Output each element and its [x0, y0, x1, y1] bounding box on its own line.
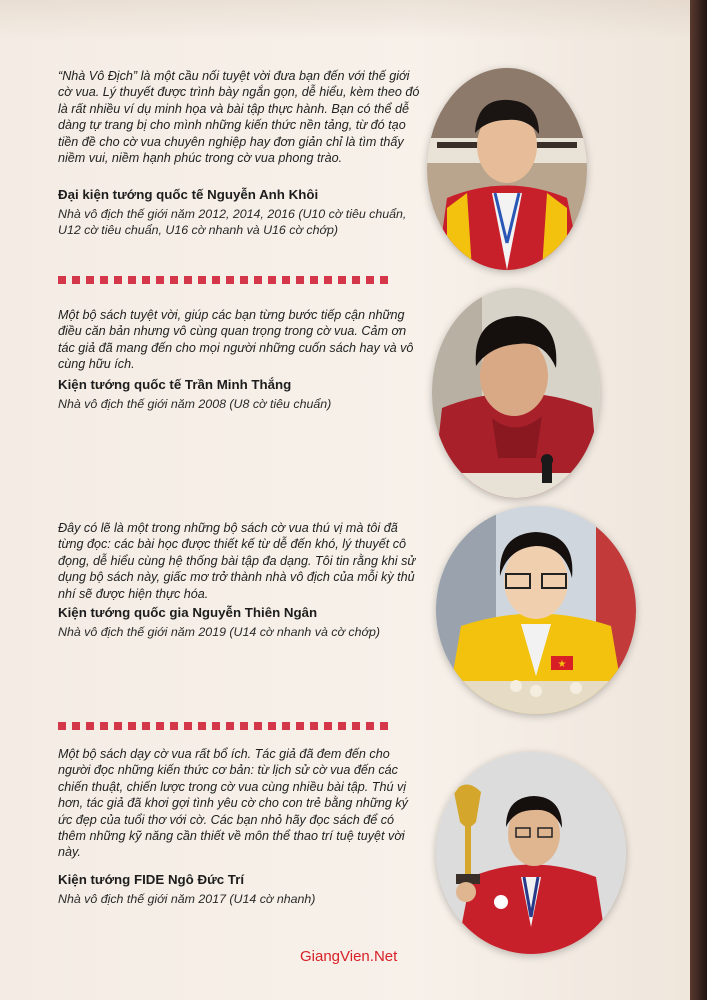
- section-divider: [58, 722, 388, 730]
- testimonial-name: Kiện tướng quốc gia Nguyễn Thiên Ngân: [58, 605, 318, 620]
- portrait-photo-4: [436, 752, 626, 954]
- testimonial-title: Nhà vô địch thế giới năm 2008 (U8 cờ tiêu chuẩn): [58, 397, 332, 411]
- testimonial-quote: “Nhà Vô Địch” là một cầu nối tuyệt vời đưa bạn đến với thế giới cờ vua. Lý thuyết được trình bày ngắn gọn, dễ hiểu, kèm theo đó là rất nhiều ví dụ minh họa và bài tập thực hành. Bạn có thể dễ dàng tự trang bị cho mình những kiến thức nền tảng, từ đó tạo tiền đề cho cờ vua chuyên nghiệp hay đơn giản chỉ là tìm thấy niềm vui, niềm hạnh phúc trong cờ vua phong trào.: [58, 69, 420, 166]
- section-divider: [58, 276, 388, 284]
- testimonial-name: Kiện tướng FIDE Ngô Đức Trí: [58, 872, 245, 887]
- testimonial-title: Nhà vô địch thế giới năm 2017 (U14 cờ nhanh): [58, 892, 316, 906]
- svg-text:★: ★: [557, 659, 567, 670]
- testimonial-title: Nhà vô địch thế giới năm 2019 (U14 cờ nhanh và cờ chớp): [58, 625, 380, 639]
- portrait-photo-3: [436, 506, 636, 714]
- testimonial-title: Nhà vô địch thế giới năm 2012, 2014, 2016 (U10 cờ tiêu chuẩn, U12 cờ tiêu chuẩn, U16 cờ nhanh và U16 cờ chớp): [58, 207, 407, 238]
- page-shade: [0, 0, 690, 40]
- testimonial-quote: Một bộ sách tuyệt vời, giúp các bạn từng bước tiếp cận những điều căn bản nhưng vô cùng quan trọng trong cờ vua. Cảm ơn tác giả đã mang đến cho mọi người những cuốn sách hay và vô cùng hữu ích.: [58, 308, 414, 372]
- testimonial-name: Kiện tướng quốc tế Trần Minh Thắng: [58, 377, 292, 392]
- testimonial-name: Đại kiện tướng quốc tế Nguyễn Anh Khôi: [58, 187, 319, 202]
- watermark: GiangVien.Net: [300, 948, 398, 965]
- portrait-photo-2: [432, 288, 600, 498]
- portrait-photo-1: [427, 68, 587, 270]
- testimonial-quote: Một bộ sách dạy cờ vua rất bổ ích. Tác giả đã đem đến cho người đọc những kiến thức cơ bản: từ lịch sử cờ vua đến các chiến thuật, chiến lược trong cờ vua cùng nhiều bài tập. Thú vị hơn, tác giả đã khơi gợi tình yêu cờ cho con trẻ bằng những ký ức đẹp của tuổi thơ với cờ. Các bạn nhỏ hãy đọc sách để có thêm những kỹ năng cần thiết về môn thể thao trí tuệ tuyệt vời này.: [58, 747, 408, 860]
- testimonial-quote: Đây có lẽ là một trong những bộ sách cờ vua thú vị mà tôi đã từng đọc: các bài học được thiết kế từ dễ đến khó, lý thuyết cô đọng, dễ hiểu cùng hệ thống bài tập đa dạng. Tôi tin rằng khi sử dụng bộ sách này, giấc mơ trở thành nhà vô địch của mỗi kỳ thủ nhí sẽ được hiện thực hóa.: [58, 521, 416, 601]
- page-edge: [690, 0, 707, 1000]
